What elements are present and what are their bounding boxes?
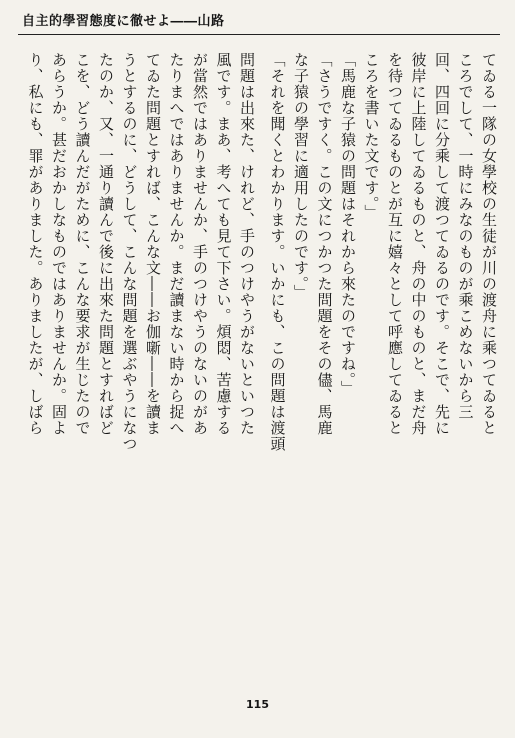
header-rule bbox=[18, 34, 500, 35]
text-line: たのか、又、一通り讀んで後に出來た問題とすればど bbox=[97, 52, 115, 436]
text-line: ころを書いた文です。」 bbox=[362, 52, 381, 221]
text-line bbox=[22, 52, 23, 692]
text-line: こを、どう讀んだがために、こんな要求が生じたので bbox=[73, 52, 92, 436]
text-line: を待つてゐるものとが互に嬉々として呼應してゐると bbox=[386, 52, 404, 436]
text-line: 回、四回に分乘して渡つてゐるのです。そこで、先に bbox=[433, 52, 451, 436]
running-header: 自主的學習態度に徹せよ――山路 bbox=[22, 14, 225, 29]
text-line: 風です。まあ、考へても見て下さい。煩悶、苦慮する bbox=[214, 52, 233, 436]
text-line: 彼岸に上陸してゐるものと、舟の中のものと、まだ舟 bbox=[409, 52, 428, 436]
text-line: てゐた問題とすれば、こんな文――お伽噺――を讀ま bbox=[144, 52, 162, 436]
text-line: たりまへではありませんか。まだ讀まない時から捉へ bbox=[167, 52, 186, 436]
page-number: 115 bbox=[246, 698, 269, 711]
text-line: ころでして、一時にみなのものが乘こめないから三 bbox=[456, 52, 475, 420]
text-line: 問題は出來た、けれど、手のつけやうがないといつた bbox=[238, 52, 256, 436]
text-column-left bbox=[22, 52, 258, 692]
text-line: てゐる一隊の女學校の生徒が川の渡舟に乘つてゐると bbox=[480, 52, 498, 436]
text-line: うとするのに、どうして、こんな問題を選ぶやうになつ bbox=[120, 52, 139, 452]
text-line: あらうか。甚だおかしなものではありませんか。固よ bbox=[50, 52, 68, 436]
text-line: り、私にも、罪がありました。ありましたが、しばら bbox=[26, 52, 45, 436]
text-line: 「さうですく。この文につかつた問題をその儘、馬鹿 bbox=[315, 52, 334, 436]
text-column-right bbox=[268, 52, 500, 692]
text-line: 「それを聞くとわかります。いかにも、この問題は渡頭 bbox=[268, 52, 287, 452]
text-line: な子猿の學習に適用したのです。」 bbox=[292, 52, 310, 301]
text-line: が當然ではありませんか、手のつけやうのないのがあ bbox=[191, 52, 209, 436]
text-line: 「馬鹿な子猿の問題はそれから來たのですね。」 bbox=[339, 52, 357, 397]
